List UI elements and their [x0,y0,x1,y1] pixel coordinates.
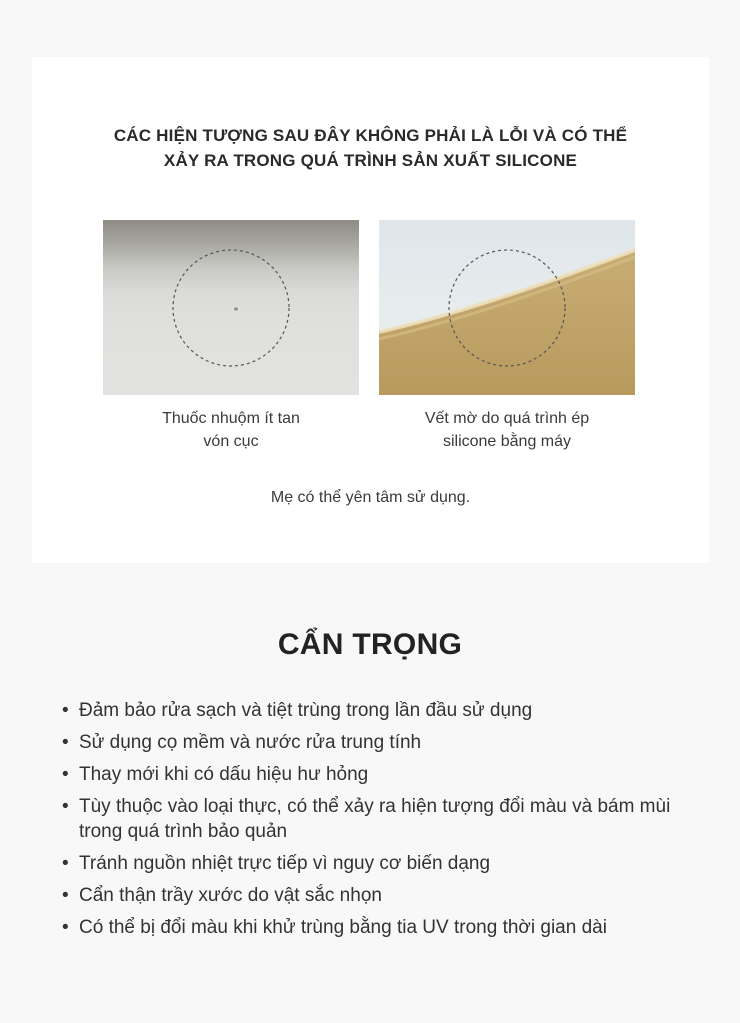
reassurance-text: Mẹ có thể yên tâm sử dụng. [270,489,471,506]
photo-caption-1-line-2: vón cục [203,433,259,450]
photo-caption-1 [103,407,359,453]
photo-caption-1-line-1: Thuốc nhuộm ít tan [162,410,300,427]
caution-list [62,698,702,947]
notice-title-line-1: CÁC HIỆN TƯỢNG SAU ĐÂY KHÔNG PHẢI LÀ LỖI VÀ CÓ THỂ [113,126,628,145]
mold-mark-illustration [379,220,635,395]
photo-caption-2 [379,407,635,453]
notice-card [32,57,709,563]
notice-title-line-2: XẢY RA TRONG QUÁ TRÌNH SẢN XUẤT SILICONE [163,151,578,170]
dye-speck-illustration [103,220,359,395]
mold-mark-photo [379,220,635,395]
caution-item: • Thay mới khi có dấu hiệu hư hỏng [62,762,702,787]
caution-item: • Sử dụng cọ mềm và nước rửa trung tính [62,730,702,755]
photo-caption-2-line-2: silicone bằng máy [442,433,572,450]
caution-item: • Tùy thuộc vào loại thực, có thể xảy ra hiện tượng đổi màu và bám mùi trong quá trình bảo quản [62,794,702,844]
dye-speck-icon [234,308,238,311]
caution-item: • Đảm bảo rửa sạch và tiệt trùng trong lần đầu sử dụng [62,698,702,723]
dye-speck-photo [103,220,359,395]
caution-item: • Tránh nguồn nhiệt trực tiếp vì nguy cơ biến dạng [62,851,702,876]
caution-item: • Cẩn thận trầy xước do vật sắc nhọn [62,883,702,908]
notice-title [32,123,709,173]
highlight-circle-icon [173,250,289,366]
caution-heading: CẨN TRỌNG [277,628,463,661]
caution-item: • Có thể bị đổi màu khi khử trùng bằng tia UV trong thời gian dài [62,915,702,940]
photo-caption-2-line-1: Vết mờ do quá trình ép [424,410,590,427]
